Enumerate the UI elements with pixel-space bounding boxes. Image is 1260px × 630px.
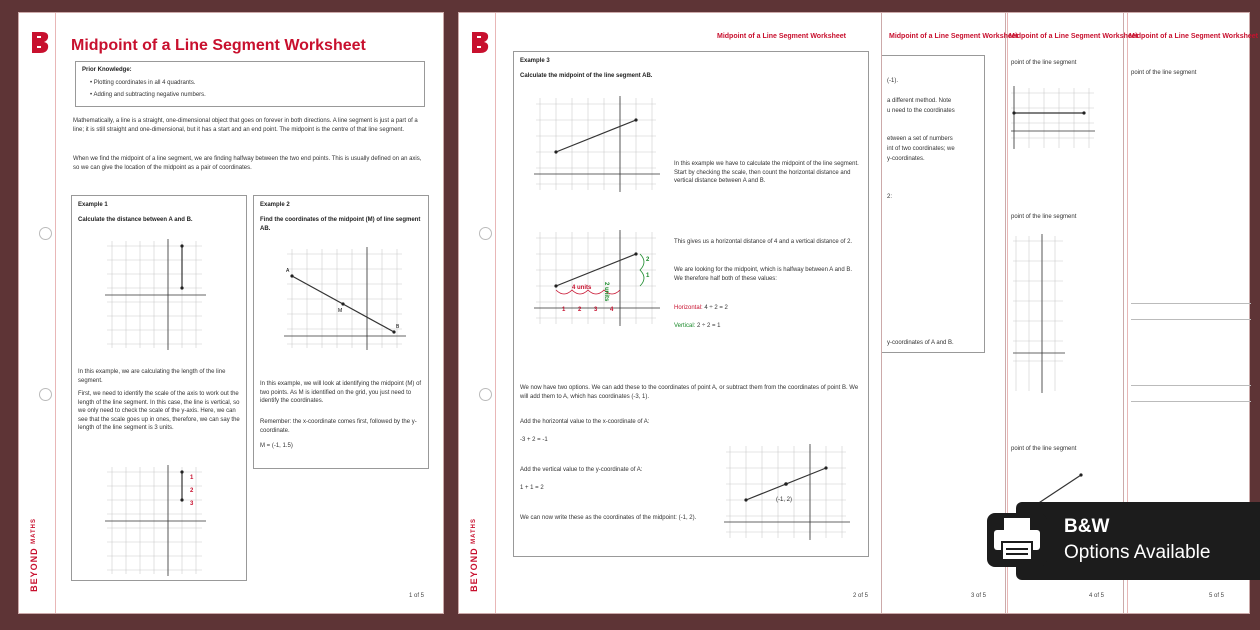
prior-knowledge-box: [75, 61, 425, 107]
example-2-label: Example 2: [260, 202, 290, 208]
example-2-question: Find the coordinates of the midpoint (M) of line segment AB.: [260, 217, 421, 232]
body-text: etween a set of numbers: [887, 136, 953, 142]
body-text: u need to the coordinates: [887, 108, 955, 114]
body-text: y-coordinates of A and B.: [887, 340, 954, 346]
prior-item: • Plotting coordinates in all 4 quadrants.: [90, 80, 196, 86]
example-2-box: [253, 195, 429, 469]
worksheet-page-1: [18, 12, 444, 614]
worksheet-page-2: [458, 12, 882, 614]
page-header: Midpoint of a Line Segment Worksheet: [1129, 33, 1258, 40]
example-3-box: [513, 51, 869, 557]
example-3-text: We can now write these as the coordinates of the midpoint: (-1, 2).: [520, 515, 697, 521]
page-header: Midpoint of a Line Segment Worksheet: [1009, 33, 1138, 40]
question-graph: [1011, 231, 1071, 401]
brand-vertical: BEYOND MATHS: [29, 518, 39, 592]
question-text: point of the line segment: [1011, 60, 1077, 66]
calc-line: 1 + 1 = 2: [520, 485, 544, 491]
example-1-text: First, we need to identify the scale of the axis to work out the length of the line segment. In this case, the line is vertical, so we only need to check the scale of the y-axis. Here, we can see that the scale goes up in ones, therefore, we can say the length of the line segment is 3 units.: [78, 391, 240, 432]
count-label: 4: [610, 307, 614, 313]
prior-item: • Adding and subtracting negative numbers.: [90, 92, 206, 98]
intro-paragraph: Mathematically, a line is a straight, one-dimensional object that goes on forever in both directions. A line segment is just a part of a line; it is still straight and one-dimensional, but it has a start and an end point. The midpoint is the centre of that line segment.: [73, 118, 418, 133]
page-number: 3 of 5: [971, 593, 987, 599]
example-2-text: In this example, we will look at identifying the midpoint (M) of two points. As M is identified on the grid, you just need to identify the coordinates.: [260, 381, 422, 405]
printer-icon: [986, 512, 1048, 568]
page-number: 2 of 5: [853, 593, 869, 599]
example-1-graph: [102, 236, 212, 356]
count-label: 3: [190, 501, 194, 507]
example-3-graph: [532, 94, 662, 194]
point-m-label: M: [338, 308, 343, 314]
example-2-text: Remember: the x-coordinate comes first, followed by the y-coordinate.: [260, 419, 417, 434]
body-text: (-1).: [887, 78, 898, 84]
example-3-answer-graph: [722, 442, 852, 542]
example-3-text: We now have two options. We can add these to the coordinates of point A, or subtract them from the coordinates of point B. We will add them to A, which has coordinates (-3, 1).: [520, 385, 859, 400]
example-3-question: Calculate the midpoint of the line segment AB.: [520, 73, 653, 79]
question-text: point of the line segment: [1131, 70, 1197, 76]
vertical-calc: Vertical: 2 ÷ 2 = 1: [674, 323, 721, 329]
beyond-logo-icon: [469, 29, 491, 55]
example-3-label: Example 3: [520, 58, 550, 64]
page-number: 5 of 5: [1209, 593, 1225, 599]
example-3-text: In this example we have to calculate the midpoint of the line segment. Start by checking the scale, then count the horizontal distance and vertical distance between A and B.: [674, 161, 859, 185]
example-1-box: [71, 195, 247, 581]
count-label: 1: [562, 307, 566, 313]
page-title: Midpoint of a Line Segment Worksheet: [71, 37, 366, 54]
example-3-text: Add the vertical value to the y-coordinate of A:: [520, 467, 643, 473]
count-label: 2: [190, 488, 194, 494]
body-text: int of two coordinates; we: [887, 146, 955, 152]
example-1-label: Example 1: [78, 202, 108, 208]
body-text: a different method. Note: [887, 98, 952, 104]
calc-line: -3 + 2 = -1: [520, 437, 548, 443]
intro-paragraph: When we find the midpoint of a line segment, we are finding halfway between the two end points. This is usually defined on an axis, so we can give the location of the midpoint as a pair of coordinates.: [73, 156, 422, 171]
body-text: y-coordinates.: [887, 156, 925, 162]
bw-options-badge: [1016, 502, 1260, 580]
count-label: 2: [578, 307, 582, 313]
count-label: 2 units: [603, 282, 609, 302]
count-label: 1: [646, 273, 650, 279]
count-label: 4 units: [572, 285, 592, 291]
page-number: 1 of 5: [409, 593, 425, 599]
badge-title: B&W: [1064, 516, 1110, 537]
example-2-graph: [272, 244, 412, 354]
point-a-label: A: [286, 268, 290, 274]
question-text: point of the line segment: [1011, 214, 1077, 220]
example-3-text: This gives us a horizontal distance of 4 and a vertical distance of 2.: [674, 239, 853, 245]
example-1-graph-counted: [102, 462, 212, 582]
question-graph: [1009, 83, 1099, 153]
example-2-answer: M = (-1, 1.5): [260, 443, 293, 449]
example-3-text: Add the horizontal value to the x-coordinate of A:: [520, 419, 650, 425]
beyond-logo-icon: [29, 29, 51, 55]
midpoint-label: (-1, 2): [776, 497, 793, 503]
count-label: 1: [190, 475, 194, 481]
page-header: Midpoint of a Line Segment Worksheet: [717, 33, 846, 40]
example-3-text: We are looking for the midpoint, which is halfway between A and B. We therefore half both of these values:: [674, 267, 852, 282]
count-label: 3: [594, 307, 598, 313]
badge-subtitle: Options Available: [1064, 542, 1211, 563]
question-text: point of the line segment: [1011, 446, 1077, 452]
horizontal-calc: Horizontal: 4 ÷ 2 = 2: [674, 305, 728, 311]
body-text: 2:: [887, 194, 893, 200]
count-label: 2: [646, 257, 650, 263]
prior-knowledge-title: Prior Knowledge:: [82, 67, 132, 73]
page-header: Midpoint of a Line Segment Worksheet: [889, 33, 1018, 40]
example-1-text: In this example, we are calculating the length of the line segment.: [78, 369, 226, 384]
page-number: 4 of 5: [1089, 593, 1105, 599]
brand-vertical: BEYOND MATHS: [469, 518, 479, 592]
point-b-label: B: [396, 324, 400, 330]
example-1-question: Calculate the distance between A and B.: [78, 217, 193, 223]
